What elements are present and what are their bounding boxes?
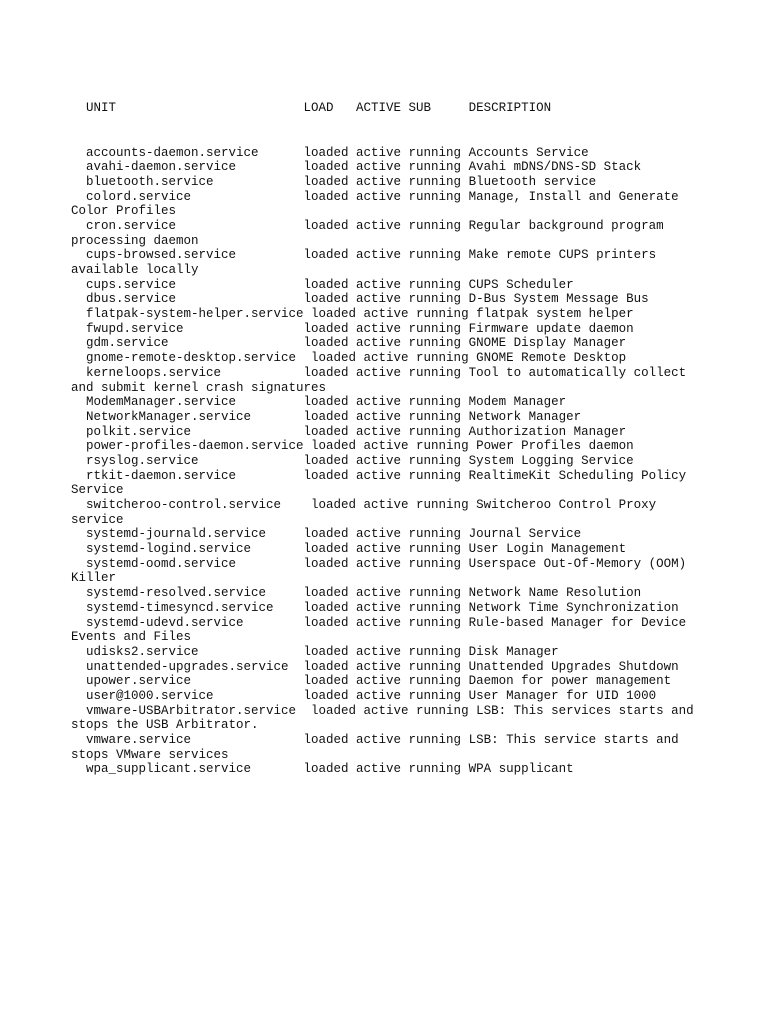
listing-line-text: wpa_supplicant.service loaded active running WPA supplicant [71,762,574,777]
listing-line [71,234,761,249]
listing-line [71,557,761,572]
listing-line [71,542,761,557]
listing-line [71,395,761,410]
listing-line [71,718,761,733]
listing-line [71,248,761,263]
listing-line-text: avahi-daemon.service loaded active running Avahi mDNS/DNS-SD Stack [71,160,642,175]
listing-line [71,586,761,601]
listing-line [71,292,761,307]
listing-header [71,101,761,116]
listing-line-text: cups-browsed.service loaded active running Make remote CUPS printers [71,248,657,263]
listing-line [71,571,761,586]
listing-line [71,704,761,719]
listing-header-text: UNIT LOAD ACTIVE SUB DESCRIPTION [71,101,552,116]
listing-line-text: dbus.service loaded active running D-Bus System Message Bus [71,292,649,307]
listing-line-text: Events and Files [71,630,192,645]
listing-line [71,689,761,704]
listing-line-text: Color Profiles [71,204,177,219]
listing-line [71,483,761,498]
listing-line-text: unattended-upgrades.service loaded active running Unattended Upgrades Shutdown [71,659,679,674]
listing-line-text: ModemManager.service loaded active running Modem Manager [71,395,567,410]
listing-line-text: fwupd.service loaded active running Firmware update daemon [71,321,634,336]
listing-line [71,160,761,175]
listing-line [71,366,761,381]
listing-line [71,307,761,322]
listing-line-text: systemd-udevd.service loaded active running Rule-based Manager for Device [71,615,687,630]
listing-line [71,527,761,542]
listing-lines [71,146,761,778]
listing-line-text: systemd-journald.service loaded active running Journal Service [71,527,582,542]
listing-line-text: vmware-USBArbitrator.service loaded active running LSB: This services starts and [71,703,694,718]
listing-line-text: power-profiles-daemon.service loaded active running Power Profiles daemon [71,439,634,454]
listing-line [71,322,761,337]
listing-line-text: upower.service loaded active running Daemon for power management [71,674,672,689]
listing-line-text: rsyslog.service loaded active running System Logging Service [71,453,634,468]
listing-line-text: vmware.service loaded active running LSB: This service starts and [71,733,679,747]
listing-line [71,498,761,513]
listing-line [71,219,761,234]
listing-line-text: user@1000.service loaded active running User Manager for UID 1000 [71,688,657,703]
listing-line-text: cups.service loaded active running CUPS Scheduler [71,277,574,292]
listing-line-text: systemd-logind.service loaded active running User Login Management [71,542,627,557]
listing-line [71,278,761,293]
listing-line-text: systemd-oomd.service loaded active running Userspace Out-Of-Memory (OOM) [71,556,687,571]
listing-line [71,513,761,528]
listing-line [71,425,761,440]
listing-line [71,410,761,425]
listing-line [71,351,761,366]
listing-line-text: service [71,512,124,527]
listing-line-text: stops the USB Arbitrator. [71,718,259,733]
listing-line [71,630,761,645]
listing-line [71,660,761,675]
listing-line-text: NetworkManager.service loaded active running Network Manager [71,409,582,424]
listing-line-text: udisks2.service loaded active running Disk Manager [71,644,559,659]
service-listing [71,72,761,792]
listing-line [71,469,761,484]
listing-line-text: bluetooth.service loaded active running Bluetooth service [71,174,597,189]
listing-line [71,263,761,278]
listing-line-text: gdm.service loaded active running GNOME Display Manager [71,336,627,351]
listing-line [71,439,761,454]
listing-line [71,601,761,616]
listing-line [71,204,761,219]
listing-line-text: processing daemon [71,233,199,248]
listing-line [71,762,761,777]
listing-line-text: available locally [71,263,199,277]
listing-line-text: accounts-daemon.service loaded active running Accounts Service [71,145,589,160]
listing-line-text: flatpak-system-helper.service loaded active running flatpak system helper [71,307,634,322]
listing-line-text: systemd-timesyncd.service loaded active running Network Time Synchronization [71,600,679,615]
listing-line-text: rtkit-daemon.service loaded active running RealtimeKit Scheduling Policy [71,468,687,483]
listing-line-text: and submit kernel crash signatures [71,380,327,395]
listing-line-text: systemd-resolved.service loaded active running Network Name Resolution [71,586,642,601]
listing-line-text: gnome-remote-desktop.service loaded active running GNOME Remote Desktop [71,351,627,366]
listing-line [71,616,761,631]
listing-line-text: Killer [71,571,117,586]
listing-line [71,336,761,351]
listing-line [71,748,761,763]
listing-line [71,381,761,396]
listing-line [71,454,761,469]
listing-line-text: colord.service loaded active running Manage, Install and Generate [71,189,679,204]
listing-line-text: polkit.service loaded active running Authorization Manager [71,424,627,439]
listing-line-text: switcheroo-control.service loaded active running Switcheroo Control Proxy [71,498,657,512]
listing-line [71,146,761,161]
listing-line-text: kerneloops.service loaded active running Tool to automatically collect [71,365,687,380]
listing-line [71,175,761,190]
listing-line-text: Service [71,483,124,498]
listing-line-text: cron.service loaded active running Regular background program [71,218,664,233]
listing-line [71,733,761,748]
listing-line [71,645,761,660]
listing-line [71,190,761,205]
listing-line-text: stops VMware services [71,747,229,762]
listing-line [71,674,761,689]
